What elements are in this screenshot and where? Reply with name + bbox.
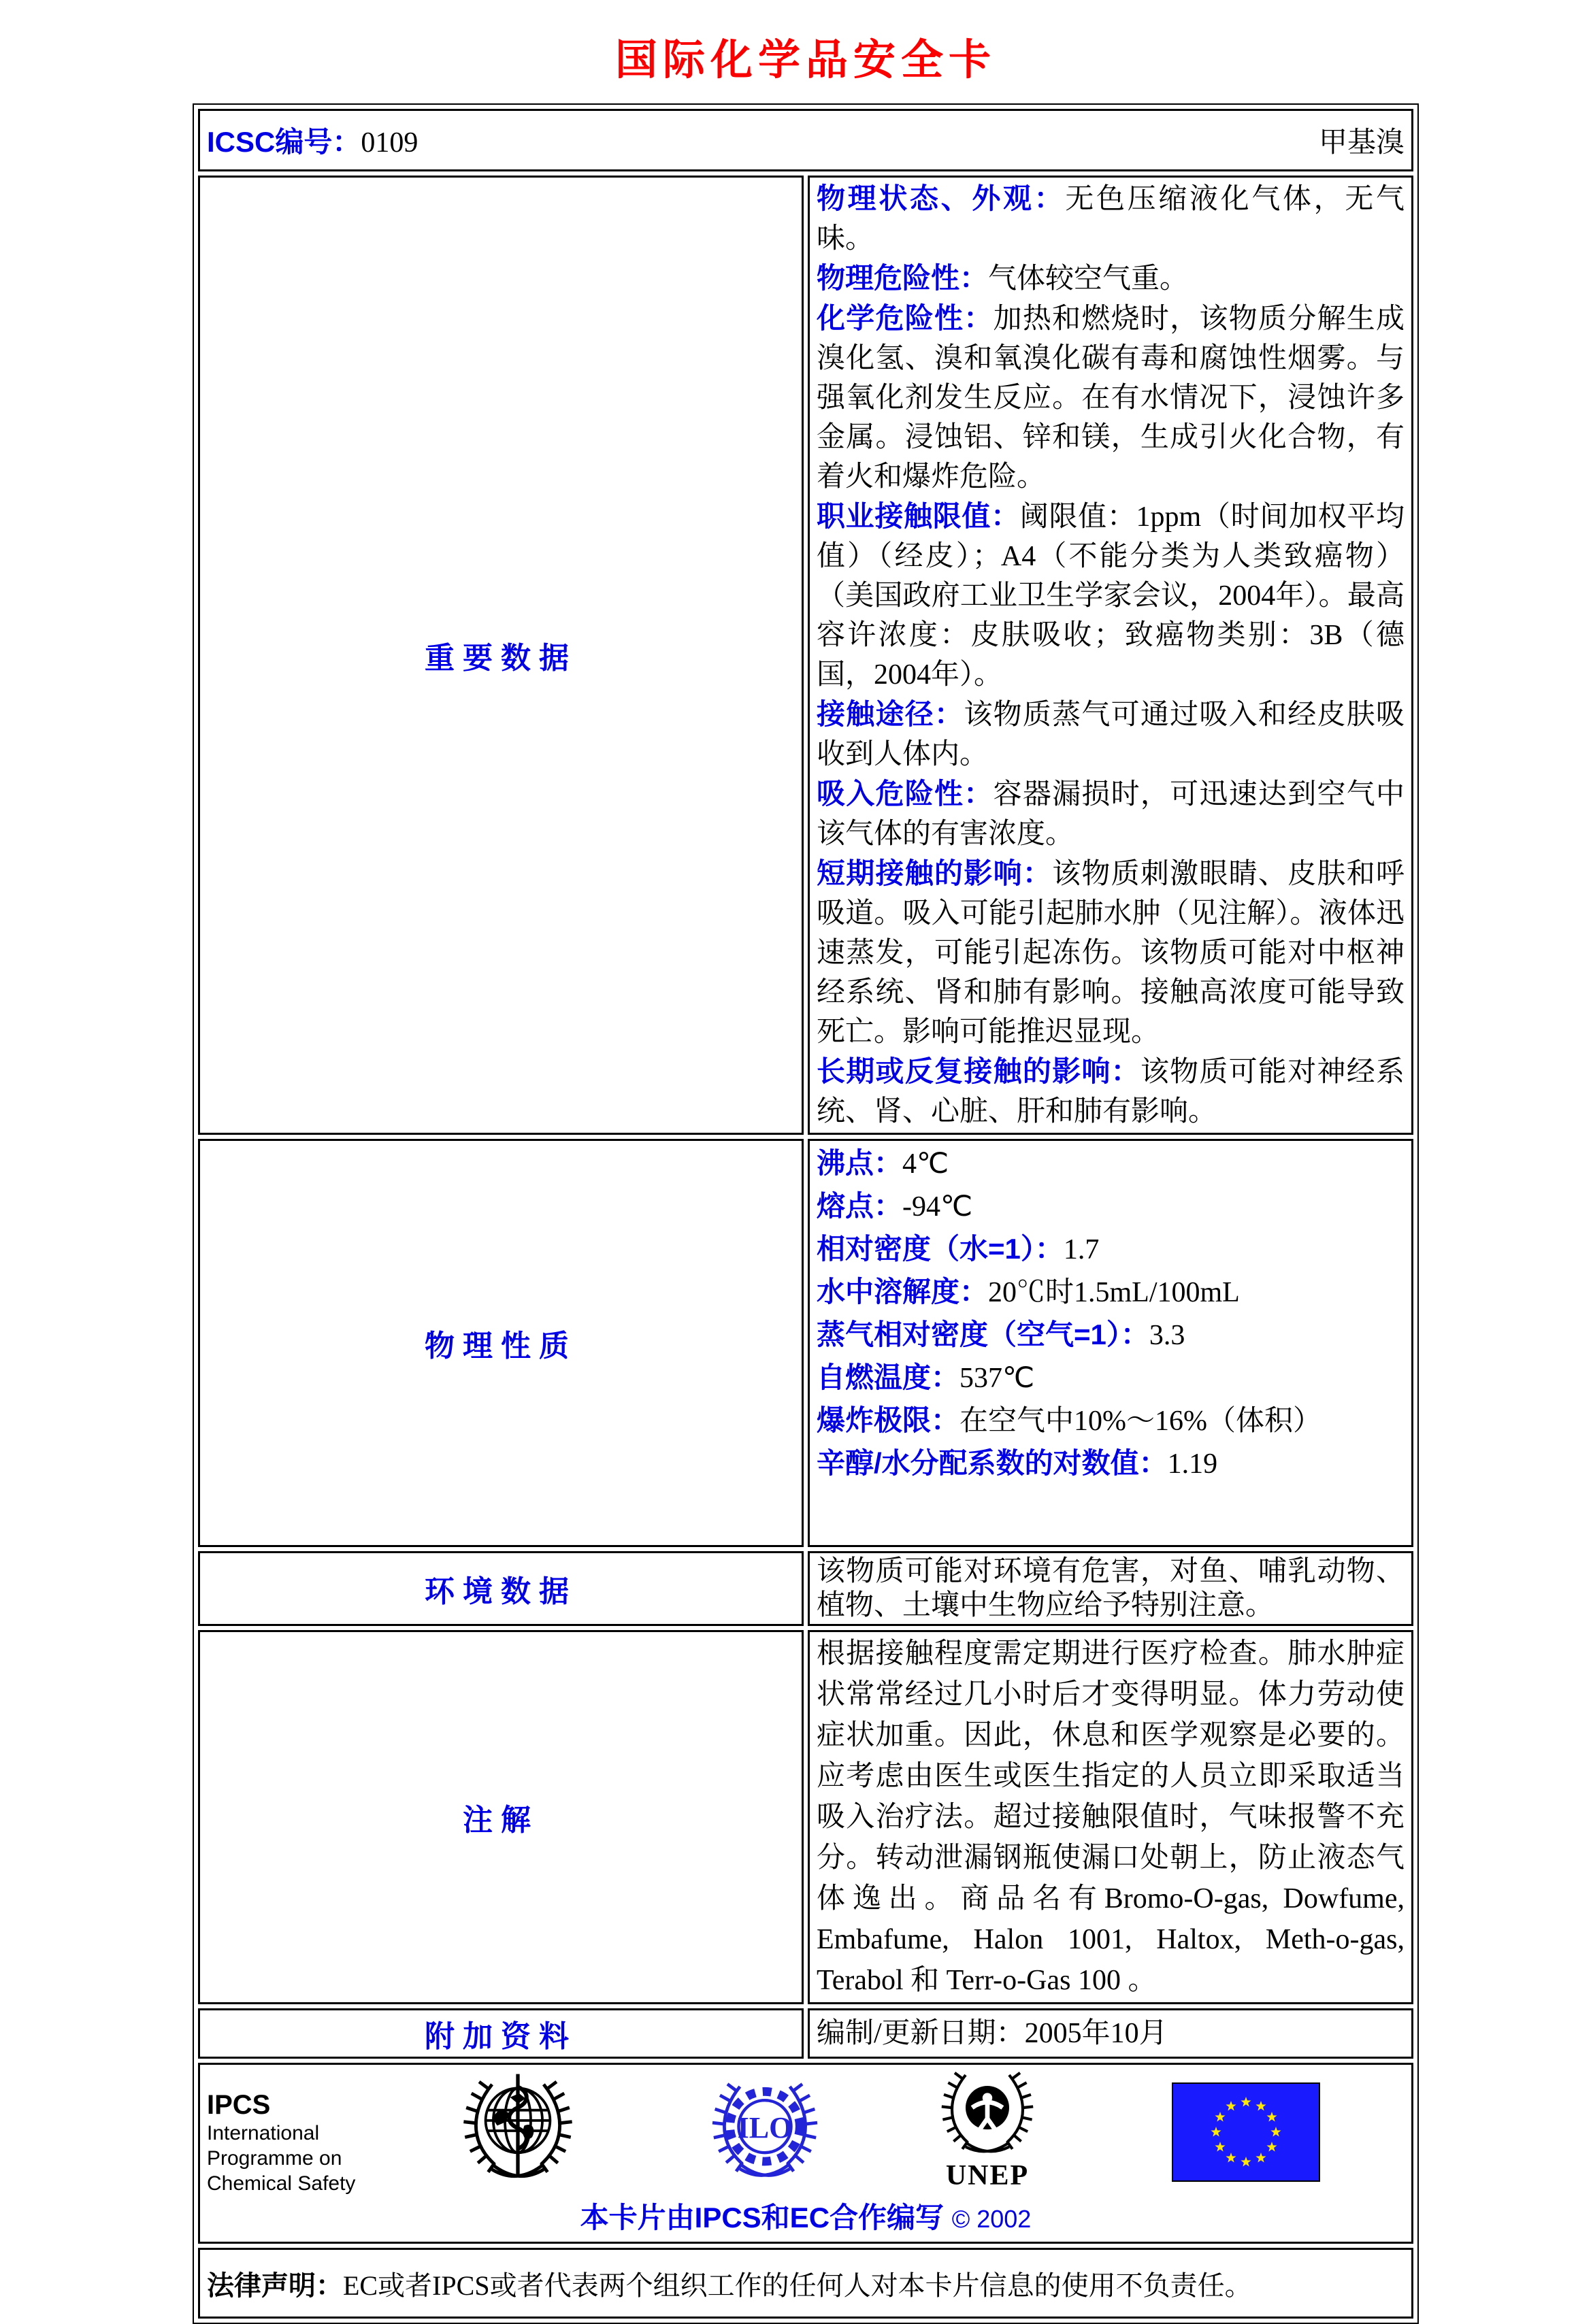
cooperation-caption xyxy=(200,2195,1411,2236)
paragraph-notes xyxy=(817,1633,1405,2001)
icsc-number-label: ICSC编号： xyxy=(207,126,361,158)
paragraph-exposure-routes xyxy=(817,695,1405,774)
field-value: 在空气中10%～16%（体积） xyxy=(959,1406,1321,1437)
field-label: 物理状态、外观： xyxy=(817,182,1066,214)
section-label-important-data: 重要数据 xyxy=(425,642,577,675)
section-label-environmental-data: 环境数据 xyxy=(425,1575,577,1608)
legal-text: EC或者IPCS或者代表两个组织工作的任何人对本卡片信息的使用不负责任。 xyxy=(343,2270,1252,2301)
legal-label: 法律声明： xyxy=(207,2270,343,2301)
field-label: 吸入危险性： xyxy=(817,778,994,810)
unep-logo-icon xyxy=(933,2066,1042,2160)
environmental-data-label-cell xyxy=(198,1551,804,1626)
field-value: 537℃ xyxy=(959,1363,1035,1394)
row-additional-info xyxy=(198,2008,1413,2059)
paragraph-physical-state xyxy=(817,179,1405,259)
copyright-text: © 2002 xyxy=(951,2205,1032,2233)
field-value: 该物质蒸气可通过吸入和经皮肤吸收到人体内。 xyxy=(817,699,1405,770)
field-label: 水中溶解度： xyxy=(817,1276,989,1308)
field-label: 相对密度（水=1）： xyxy=(817,1233,1064,1265)
header-cell xyxy=(198,109,1413,171)
notes-label-cell xyxy=(198,1630,804,2004)
field-value: 该物质可能对神经系统、肾、心脏、肝和肺有影响。 xyxy=(817,1057,1405,1127)
field-value: 加热和燃烧时，该物质分解生成溴化氢、溴和氧溴化碳有毒和腐蚀性烟雾。与强氧化剂发生反应。在有水情况下，浸蚀许多金属。浸蚀铝、锌和镁，生成引火化合物，有着火和爆炸危险。 xyxy=(817,303,1405,493)
field-label: 短期接触的影响： xyxy=(817,857,1053,889)
unep-logo-block xyxy=(930,2066,1045,2192)
additional-info-label-cell xyxy=(198,2008,804,2059)
legal-cell xyxy=(198,2248,1413,2319)
paragraph-environmental xyxy=(817,1555,1405,1623)
page-title: 国际化学品安全卡 xyxy=(614,37,996,84)
field-value: 气体较空气重。 xyxy=(988,263,1189,295)
paragraph-update-date xyxy=(817,2014,1405,2053)
row-logos xyxy=(198,2063,1413,2244)
field-label: 沸点： xyxy=(817,1147,903,1179)
field-value: 3.3 xyxy=(1149,1320,1185,1351)
notes-content-cell xyxy=(808,1630,1413,2004)
field-label: 物理危险性： xyxy=(817,262,989,294)
field-label: 爆炸极限： xyxy=(817,1404,960,1436)
row-physical-properties xyxy=(198,1139,1413,1547)
property-melting-point xyxy=(817,1185,1405,1228)
ipcs-text-block xyxy=(207,2089,355,2196)
ilo-letters: ILO xyxy=(737,2111,793,2145)
icsc-card-table xyxy=(193,103,1419,2324)
paragraph-physical-danger xyxy=(817,259,1405,299)
paragraph-long-term-effects xyxy=(817,1052,1405,1131)
field-label: 职业接触限值： xyxy=(817,500,1020,532)
ipcs-line-1: International xyxy=(207,2122,320,2144)
eu-flag-icon xyxy=(1172,2082,1320,2182)
field-value: 1.19 xyxy=(1167,1448,1218,1480)
paragraph-occupational-limits xyxy=(817,497,1405,695)
physical-properties-label-cell xyxy=(198,1139,804,1547)
icsc-number-group xyxy=(207,120,418,161)
field-label: 熔点： xyxy=(817,1190,903,1222)
field-value: 阈限值：1ppm（时间加权平均值）（经皮）；A4（不能分类为人类致癌物）（美国政府工业卫生学家会议，2004年）。最高容许浓度：皮肤吸收；致癌物类别：3B（德国，2004年）。 xyxy=(817,501,1405,691)
icsc-number-value: 0109 xyxy=(361,127,418,159)
field-label: 辛醇/水分配系数的对数值： xyxy=(817,1447,1168,1479)
row-legal xyxy=(198,2248,1413,2319)
section-label-additional-info: 附加资料 xyxy=(425,2020,577,2053)
important-data-content-cell xyxy=(808,176,1413,1135)
property-partition-coefficient xyxy=(817,1442,1405,1485)
caption-text: 本卡片由IPCS和EC合作编写 xyxy=(580,2202,945,2234)
field-value: 该物质可能对环境有危害，对鱼、哺乳动物、植物、土壤中生物应给予特别注意。 xyxy=(817,1556,1405,1621)
field-label: 自燃温度： xyxy=(817,1361,960,1393)
row-important-data xyxy=(198,176,1413,1135)
important-data-label-cell xyxy=(198,176,804,1135)
paragraph-inhalation-risk xyxy=(817,774,1405,854)
section-label-notes: 注解 xyxy=(463,1804,539,1837)
property-vapor-density xyxy=(817,1314,1405,1357)
property-relative-density xyxy=(817,1228,1405,1271)
ipcs-line-2: Programme on xyxy=(207,2147,342,2170)
field-label: 接触途径： xyxy=(817,698,964,730)
field-value: 20℃时1.5mL/100mL xyxy=(988,1277,1240,1308)
paragraph-chemical-danger xyxy=(817,299,1405,497)
who-logo-icon xyxy=(453,2069,582,2193)
row-environmental-data xyxy=(198,1551,1413,1626)
property-autoignition-temp xyxy=(817,1357,1405,1399)
field-value: 编制/更新日期：2005年10月 xyxy=(817,2018,1168,2049)
field-value: 容器漏损时，可迅速达到空气中该气体的有害浓度。 xyxy=(817,779,1405,850)
property-boiling-point xyxy=(817,1142,1405,1185)
additional-info-content-cell xyxy=(808,2008,1413,2059)
field-value: 4℃ xyxy=(902,1148,949,1180)
field-label: 蒸气相对密度（空气=1）： xyxy=(817,1318,1149,1350)
field-value: -94℃ xyxy=(902,1191,973,1223)
field-label: 长期或反复接触的影响： xyxy=(817,1055,1140,1087)
unep-label: UNEP xyxy=(945,2160,1030,2191)
physical-properties-content-cell xyxy=(808,1139,1413,1547)
property-water-solubility xyxy=(817,1271,1405,1314)
ilo-logo-icon xyxy=(693,2072,837,2191)
field-label: 化学危险性： xyxy=(817,302,994,334)
chemical-name: 甲基溴 xyxy=(1318,127,1405,159)
field-value: 1.7 xyxy=(1063,1234,1100,1265)
ipcs-line-3: Chemical Safety xyxy=(207,2172,356,2195)
row-notes xyxy=(198,1630,1413,2004)
header-row xyxy=(198,109,1413,171)
field-value: 无色压缩液化气体，无气味。 xyxy=(817,184,1405,254)
environmental-data-content-cell xyxy=(808,1551,1413,1626)
field-value: 根据接触程度需定期进行医疗检查。肺水肿症状常常经过几小时后才变得明显。体力劳动使症状加重。因此，休息和医学观察是必要的。应考虑由医生或医生指定的人员立即采取适当吸入治疗法。超过接触限值时，气味报警不充分。转动泄漏钢瓶使漏口处朝上，防止液态气体逸出。商品名有Bromo-O-gas, Dowfume, Embafume, Halon 1001, Haltox, Meth-o-gas, Terabol 和 Terr-o-Gas 100 。 xyxy=(817,1638,1405,1996)
paragraph-short-term-effects xyxy=(817,854,1405,1052)
ipcs-title: IPCS xyxy=(207,2090,271,2120)
logos-cell xyxy=(198,2063,1413,2244)
property-explosive-limits xyxy=(817,1399,1405,1442)
section-label-physical-properties: 物理性质 xyxy=(425,1329,577,1363)
field-value: 该物质刺激眼睛、皮肤和呼吸道。吸入可能引起肺水肿（见注解）。液体迅速蒸发，可能引起冻伤。该物质可能对中枢神经系统、肾和肺有影响。接触高浓度可能导致死亡。影响可能推迟显现。 xyxy=(817,859,1405,1048)
